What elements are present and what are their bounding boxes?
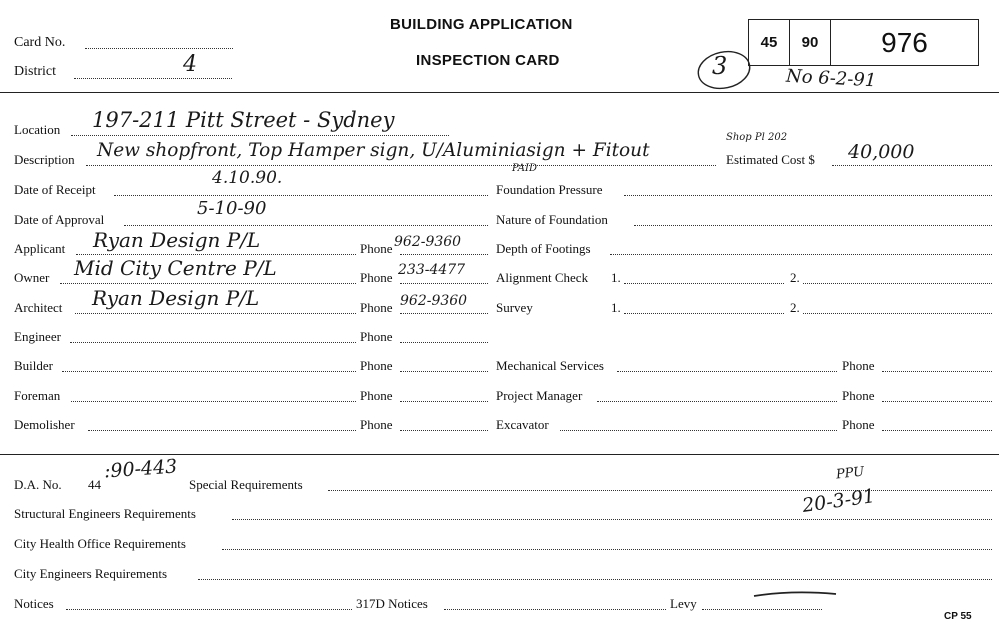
notices-317d-label: 317D Notices (356, 596, 428, 611)
architect-field[interactable] (75, 313, 356, 314)
engineer-label: Engineer (14, 329, 61, 344)
demolisher-label: Demolisher (14, 417, 75, 432)
special-requirements-label: Special Requirements (189, 477, 303, 492)
form-code: CP 55 (944, 611, 972, 622)
description-note-shop: Shop Pl 202 (726, 132, 788, 143)
notices-field[interactable] (66, 609, 352, 610)
alignment-check-num2: 2. (790, 270, 800, 285)
district-field[interactable] (74, 78, 232, 79)
date-of-receipt-value: 4.10.90. (212, 168, 283, 188)
foundation-pressure-label: Foundation Pressure (496, 182, 603, 197)
architect-phone-field[interactable] (400, 313, 488, 314)
estimated-cost-value: 40,000 (848, 141, 915, 163)
architect-value: Ryan Design P/L (92, 286, 260, 310)
survey-field-2[interactable] (803, 313, 992, 314)
demolisher-phone-label: Phone (360, 417, 393, 432)
depth-of-footings-field[interactable] (610, 254, 992, 255)
structural-engineers-label: Structural Engineers Requirements (14, 506, 196, 521)
handwritten-date: 20-3-91 (800, 485, 877, 517)
district-label: District (14, 64, 56, 79)
excavator-phone-field[interactable] (882, 430, 992, 431)
description-value: New shopfront, Top Hamper sign, U/Aluminiasign + Fitout (97, 140, 650, 161)
mechanical-services-field[interactable] (617, 371, 837, 372)
applicant-phone-value: 962-9360 (394, 234, 462, 250)
applicant-label: Applicant (14, 241, 66, 256)
builder-label: Builder (14, 358, 53, 373)
notices-label: Notices (14, 596, 54, 611)
engineer-phone-field[interactable] (400, 342, 488, 343)
excavator-field[interactable] (560, 430, 837, 431)
city-health-label: City Health Office Requirements (14, 536, 186, 551)
mechanical-phone-label: Phone (842, 358, 875, 373)
builder-phone-field[interactable] (400, 371, 488, 372)
owner-phone-label: Phone (360, 270, 393, 285)
alignment-check-num1: 1. (611, 270, 621, 285)
demolisher-phone-field[interactable] (400, 430, 488, 431)
ref-box-2: 90 (790, 20, 831, 65)
location-label: Location (14, 122, 61, 137)
title-line1: BUILDING APPLICATION (390, 16, 573, 33)
nature-of-foundation-field[interactable] (634, 225, 992, 226)
foreman-phone-label: Phone (360, 388, 393, 403)
architect-phone-label: Phone (360, 300, 393, 315)
project-manager-label: Project Manager (496, 388, 583, 403)
alignment-check-field-2[interactable] (803, 283, 992, 284)
excavator-label: Excavator (496, 417, 549, 432)
special-requirements-field[interactable] (328, 490, 992, 491)
builder-field[interactable] (62, 371, 356, 372)
engineer-field[interactable] (70, 342, 356, 343)
description-label: Description (14, 152, 75, 167)
levy-dash-mark-icon (752, 588, 838, 600)
applicant-field[interactable] (76, 254, 356, 255)
foundation-pressure-field[interactable] (624, 195, 992, 196)
project-manager-phone-field[interactable] (882, 401, 992, 402)
architect-label: Architect (14, 300, 63, 315)
builder-phone-label: Phone (360, 358, 393, 373)
location-field[interactable] (71, 135, 449, 136)
applicant-value: Ryan Design P/L (93, 228, 261, 252)
owner-value: Mid City Centre P/L (74, 256, 277, 280)
city-engineers-field[interactable] (198, 579, 992, 580)
da-no-label: D.A. No. (14, 477, 62, 492)
city-engineers-label: City Engineers Requirements (14, 566, 168, 581)
location-value: 197-211 Pitt Street - Sydney (92, 108, 395, 132)
notices-317d-field[interactable] (444, 609, 666, 610)
demolisher-field[interactable] (88, 430, 356, 431)
owner-phone-field[interactable] (400, 283, 488, 284)
circled-number: 3 (712, 52, 728, 80)
date-of-approval-label: Date of Approval (14, 212, 105, 227)
structural-engineers-field[interactable] (232, 519, 992, 520)
applicant-phone-field[interactable] (400, 254, 488, 255)
levy-field[interactable] (702, 609, 822, 610)
alignment-check-label: Alignment Check (496, 270, 589, 285)
survey-label: Survey (496, 300, 533, 315)
reference-boxes (748, 19, 979, 66)
depth-of-footings-label: Depth of Footings (496, 241, 591, 256)
handwritten-ref: No 6-2-91 (785, 65, 877, 92)
mechanical-phone-field[interactable] (882, 371, 992, 372)
card-no-field[interactable] (85, 48, 233, 49)
alignment-check-field-1[interactable] (624, 283, 784, 284)
nature-of-foundation-label: Nature of Foundation (496, 212, 608, 227)
ref-box-3: 976 (881, 26, 928, 58)
owner-label: Owner (14, 270, 50, 285)
survey-num1: 1. (611, 300, 621, 315)
da-no-prefix: 44 (88, 477, 101, 492)
date-of-approval-field[interactable] (124, 225, 488, 226)
excavator-phone-label: Phone (842, 417, 875, 432)
city-health-field[interactable] (222, 549, 992, 550)
survey-field-1[interactable] (624, 313, 784, 314)
architect-phone-value: 962-9360 (400, 293, 468, 309)
middle-rule (0, 454, 999, 455)
date-of-receipt-label: Date of Receipt (14, 182, 96, 197)
handwritten-ppu: PPU (835, 464, 865, 483)
owner-field[interactable] (60, 283, 356, 284)
foreman-field[interactable] (71, 401, 356, 402)
owner-phone-value: 233-4477 (398, 262, 466, 278)
foreman-label: Foreman (14, 388, 61, 403)
estimated-cost-field[interactable] (832, 165, 992, 166)
district-value: 4 (183, 52, 197, 77)
survey-num2: 2. (790, 300, 800, 315)
project-manager-phone-label: Phone (842, 388, 875, 403)
foreman-phone-field[interactable] (400, 401, 488, 402)
applicant-phone-label: Phone (360, 241, 393, 256)
levy-label: Levy (670, 596, 697, 611)
project-manager-field[interactable] (597, 401, 837, 402)
description-field[interactable] (86, 165, 716, 166)
card-no-label: Card No. (14, 35, 66, 50)
estimated-cost-label: Estimated Cost $ (726, 152, 815, 167)
mechanical-services-label: Mechanical Services (496, 358, 604, 373)
ref-box-1: 45 (749, 20, 790, 65)
da-no-value: :90-443 (103, 455, 178, 483)
description-note-paid: PAID (512, 163, 537, 174)
date-of-approval-value: 5-10-90 (197, 198, 267, 219)
title-line2: INSPECTION CARD (416, 52, 560, 69)
date-of-receipt-field[interactable] (114, 195, 488, 196)
top-rule (0, 92, 999, 93)
engineer-phone-label: Phone (360, 329, 393, 344)
